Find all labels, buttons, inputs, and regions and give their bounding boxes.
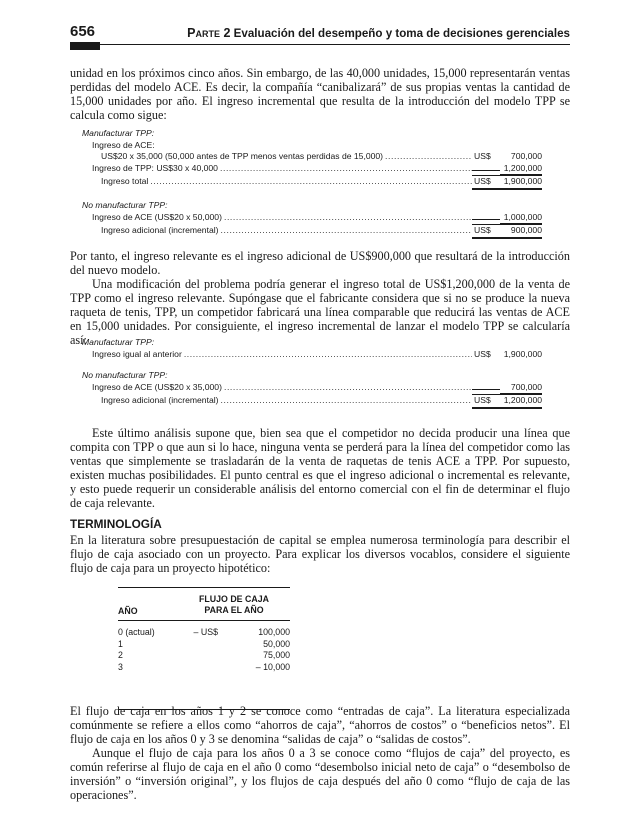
calc1-row: [82, 212, 542, 225]
cell-amount: 100,000: [258, 627, 290, 637]
paragraph-7: Aunque el flujo de caja para los años 0 a 3 se conoce como “flujos de caja” del proyecto, es común referirse al flujo de caja en el año 0 como “desembolso inicial neto de caja” o “desembolso de inversión” o “inversión original”, y los flujos de caja después del año 0 como “flujo de caja de las operaciones”.: [70, 746, 570, 802]
running-head: [187, 26, 570, 40]
calc1-row: [82, 224, 542, 239]
column-header-cash-flow: [178, 594, 290, 616]
cell-currency: – US$: [193, 627, 218, 637]
column-header-year: AÑO: [118, 606, 138, 616]
calc1-label: Ingreso total: [101, 176, 149, 187]
calc1-heading-no-manufacture: No manufacturar TPP:: [82, 199, 168, 210]
page-number: 656: [70, 23, 96, 40]
calc1-row: [82, 163, 542, 176]
cell-amount: 75,000: [263, 650, 290, 660]
calculation-block-2: [82, 337, 542, 409]
calc1-amount: 700,000: [510, 151, 542, 162]
calc1-label: US$20 x 35,000 (50,000 antes de TPP menos ventas perdidas de 15,000): [101, 151, 384, 162]
calc1-amount: 1,000,000: [500, 212, 542, 225]
calc1-currency: US$: [474, 151, 491, 162]
calc1-heading-manufacture: Manufacturar TPP:: [82, 128, 155, 138]
calc2-label: Ingreso igual al anterior: [92, 348, 182, 359]
calc2-heading-manufacture: Manufacturar TPP:: [82, 337, 155, 347]
table-row: [118, 639, 290, 651]
paragraph-5: En la literatura sobre presupuestación de capital se emplea numerosa terminología para describir el flujo de caja asociado con un proyecto. Para explicar los diversos vocablos, considere el siguiente flujo de caja para un proyecto hipotético:: [70, 533, 570, 575]
calc1-amount: 900,000: [500, 224, 542, 239]
calc1-row: [82, 175, 542, 190]
calc2-amount: 1,900,000: [503, 348, 542, 359]
calc2-row: [82, 349, 542, 361]
table-row: [118, 627, 290, 639]
calc2-amount: 1,200,000: [500, 394, 542, 409]
part-label: Parte 2: [187, 26, 231, 40]
cell-currency: [178, 650, 218, 662]
column-header-line: PARA EL AÑO: [204, 605, 264, 615]
calc2-currency: US$: [474, 348, 491, 359]
column-header-line: FLUJO DE CAJA: [199, 594, 269, 604]
part-title: Evaluación del desempeño y toma de decisiones gerenciales: [233, 27, 570, 40]
header-rule: [70, 44, 570, 45]
paragraph-3: Una modificación del problema podría generar el ingreso total de US$1,200,000 de la venta de TPP como el ingreso relevante. Supóngase que el fabricante considera que si no se produce la nueva raqueta de tenis, TPP, un competidor fabricará una línea comparable que reducirá las ventas de ACE en 15,000 unidades. Por consiguiente, el ingreso incremental de lanzar el modelo TPP se calcularía así:: [70, 277, 570, 347]
page-header: [70, 20, 570, 40]
cell-amount: – 10,000: [255, 661, 290, 672]
paragraph-6: El flujo de caja en los años 1 y 2 se conoce como “entradas de caja”. La literatura especializada comúnmente se refiere a ellos como “ahorros de caja”, “ahorros de costos” o “beneficios netos”. El flujo de caja en los años 0 y 3 se denomina “salidas de caja” o “salidas de costos”.: [70, 704, 570, 746]
table-row: [118, 650, 290, 662]
cell-year: 0 (actual): [118, 627, 155, 637]
calc2-currency: US$: [472, 394, 500, 409]
calc1-amount: 1,900,000: [500, 175, 542, 190]
calc2-row: [82, 394, 542, 409]
cash-flow-table: [118, 587, 290, 710]
section-heading: TERMINOLOGÍA: [70, 517, 162, 531]
calc1-label: Ingreso de TPP: US$30 x 40,000: [92, 162, 218, 173]
calc1-label: Ingreso de ACE (US$20 x 50,000): [92, 211, 222, 222]
cell-year: 3: [118, 661, 123, 672]
paragraph-2: Por tanto, el ingreso relevante es el ingreso adicional de US$900,000 que resultará de la introducción del nuevo modelo.: [70, 249, 570, 277]
calc2-heading-no-manufacture: No manufacturar TPP:: [82, 370, 168, 381]
calc1-label: Ingreso de ACE:: [92, 139, 155, 150]
table-row: [118, 662, 290, 674]
cell-year: 1: [118, 638, 123, 649]
calc1-amount: 1,200,000: [500, 163, 542, 176]
calc1-label: Ingreso adicional (incremental): [101, 225, 219, 236]
calc1-currency: US$: [472, 175, 500, 190]
paragraph-4: Este último análisis supone que, bien sea que el competidor no decida producir una línea que compita con TPP o que aun si lo hace, ninguna venta se perderá para la línea del competidor como las ventas que simplemente se trasladarán de la venta de raquetas de tenis ACE a TPP. Por supuesto, existen muchas posibilidades. El punto central es que el ingreso adicional o incremental es relevante, y esto puede requerir un considerable análisis del entorno comercial con el fin de determinar el flujo de caja relevante.: [70, 426, 570, 510]
calculation-block-1: [82, 128, 542, 239]
header-tab-marker: [70, 42, 100, 50]
paragraph-1: unidad en los próximos cinco años. Sin embargo, de las 40,000 unidades, 15,000 representarán ventas perdidas del modelo ACE. Es decir, la compañía “canibalizará” de sus propias ventas la cantidad de 15,000 unidades por año. El ingreso incremental que resulta de la introducción del modelo TPP se calcula como sigue:: [70, 66, 570, 122]
table-header: [118, 588, 290, 621]
calc1-currency: US$: [472, 224, 500, 239]
calc2-label: Ingreso de ACE (US$20 x 35,000): [92, 381, 222, 392]
cell-currency: [178, 662, 218, 674]
cell-currency: [178, 639, 218, 651]
cell-year: 2: [118, 650, 123, 660]
calc2-amount: 700,000: [500, 382, 542, 395]
calc2-row: [82, 382, 542, 395]
calc1-row: [82, 151, 542, 163]
calc1-row: [82, 140, 542, 152]
cell-amount: 50,000: [263, 638, 290, 649]
calc2-label: Ingreso adicional (incremental): [101, 395, 219, 406]
